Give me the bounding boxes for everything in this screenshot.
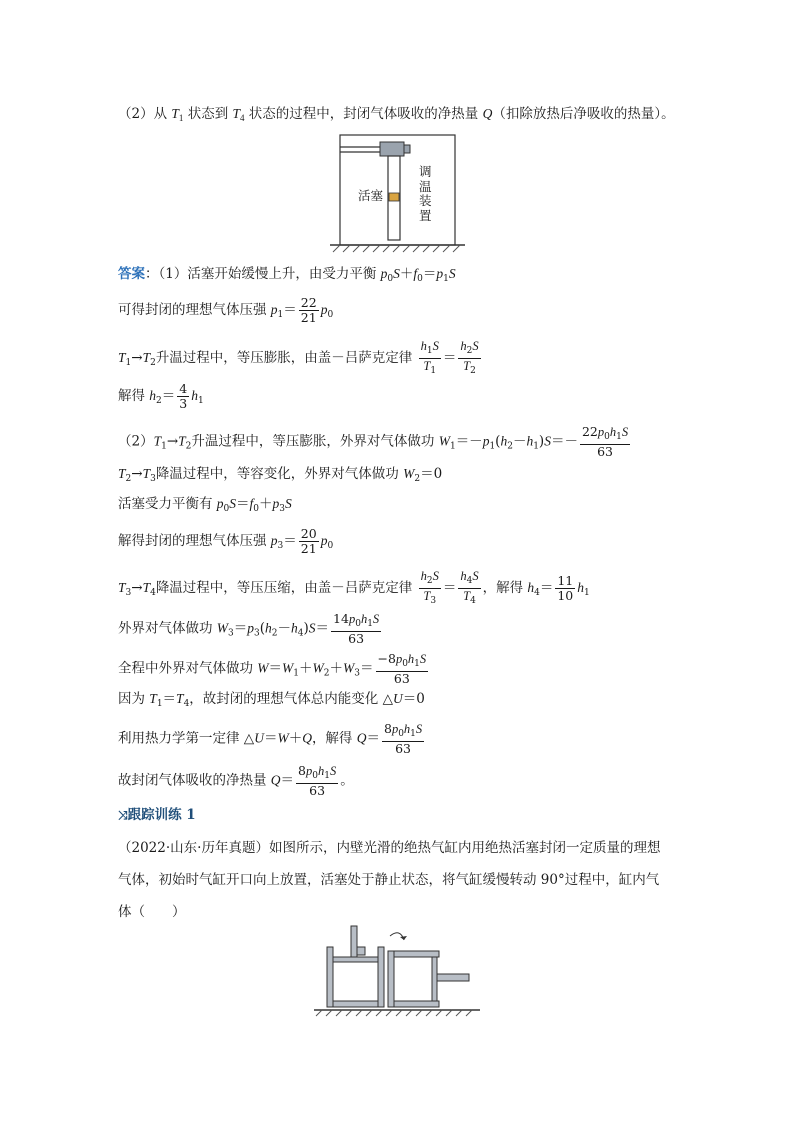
answer-line-7: 活塞受力平衡有 $p_0S=f_0+p_3S$ bbox=[118, 496, 292, 514]
answer-line-5: $(2)T_1\to T_2$升温过程中，等压膨胀，外界对气体做功 $W_1=-p_1(h_2-h_1)S=-$ $\frac{22p_0h_1S}{63}$ bbox=[118, 424, 629, 459]
answer-line-8: 解得封闭的理想气体压强 $p_3=$ $\frac{20}{21}$ $p_0$ bbox=[118, 526, 334, 556]
answer-line-10: 外界对气体做功 $W_3=p_3(h_2-h_4)S=$ $\frac{14p_0h_1S}{63}$ bbox=[118, 611, 380, 646]
answer-line-2: 可得封闭的理想气体压强 $p_1=$ $\frac{22}{21}$ $p_0$ bbox=[118, 295, 334, 325]
problem-line-2: 气体，初始时气缸开口向上放置，活塞处于静止状态，将气缸缓慢转动 90°过程中，缸内气 bbox=[118, 872, 660, 888]
answer-line-4: 解得 $h_2=$ $\frac{4}{3}$ $h_1$ bbox=[118, 381, 204, 411]
answer-line-14: 故封闭气体吸收的净热量 Q＝ $\frac{8p_0h_1S}{63}$ 。 bbox=[118, 763, 354, 798]
piston-label: 活塞 bbox=[358, 188, 384, 203]
answer-line-9: $T_3\to T_4$降温过程中，等压压缩，由盖－吕萨克定律 $\frac{h_2S}{T_3}$ ＝ $\frac{h_4S}{T_4}$ ，解得 $h_4=$ $\frac{11}{10}$ $h_1$ bbox=[118, 569, 590, 606]
answer-line-13: 利用热力学第一定律 △U＝W＋Q，解得 Q＝ $\frac{8p_0h_1S}{63}$ bbox=[118, 721, 423, 756]
answer-line-3: $T_1\to T_2$升温过程中，等压膨胀，由盖－吕萨克定律 $\frac{h_1S}{T_1}$ ＝ $\frac{h_2S}{T_2}$ bbox=[118, 339, 479, 376]
rotating-cylinder-figure bbox=[312, 922, 492, 1017]
cross-arrows-icon: ⤨ bbox=[118, 808, 128, 822]
answer-line-12: 因为 $T_1=T_4$，故封闭的理想气体总内能变化 △U＝0 bbox=[118, 691, 425, 709]
question-2-text: （2）从 $T_1$ 状态到 $T_4$ 状态的过程中，封闭气体吸收的净热量 Q（扣除放热后净吸收的热量）。 bbox=[118, 106, 675, 123]
temperature-device-label: 调 温 装 置 bbox=[419, 164, 432, 223]
problem-line-1: （2022·山东·历年真题）如图所示，内壁光滑的绝热气缸内用绝热活塞封闭一定质量的理想 bbox=[118, 840, 661, 856]
answer-line-1: 答案：（1）活塞开始缓慢上升，由受力平衡 $p_0S+f_0=p_1S$ bbox=[118, 266, 456, 284]
answer-line-6: $T_2\to T_3$降温过程中，等容变化，外界对气体做功 $W_2=0$ bbox=[118, 466, 443, 484]
cylinder-figure-1 bbox=[325, 130, 470, 258]
answer-line-11: 全程中外界对气体做功 $W=W_1+W_2+W_3=$ $\frac{-8p_0h_1S}{63}$ bbox=[118, 651, 427, 686]
answer-label: 答案 bbox=[118, 266, 145, 282]
problem-line-3: 体（ ） bbox=[118, 904, 186, 920]
track-training-header: ⤨跟踪训练 1 bbox=[118, 807, 196, 823]
